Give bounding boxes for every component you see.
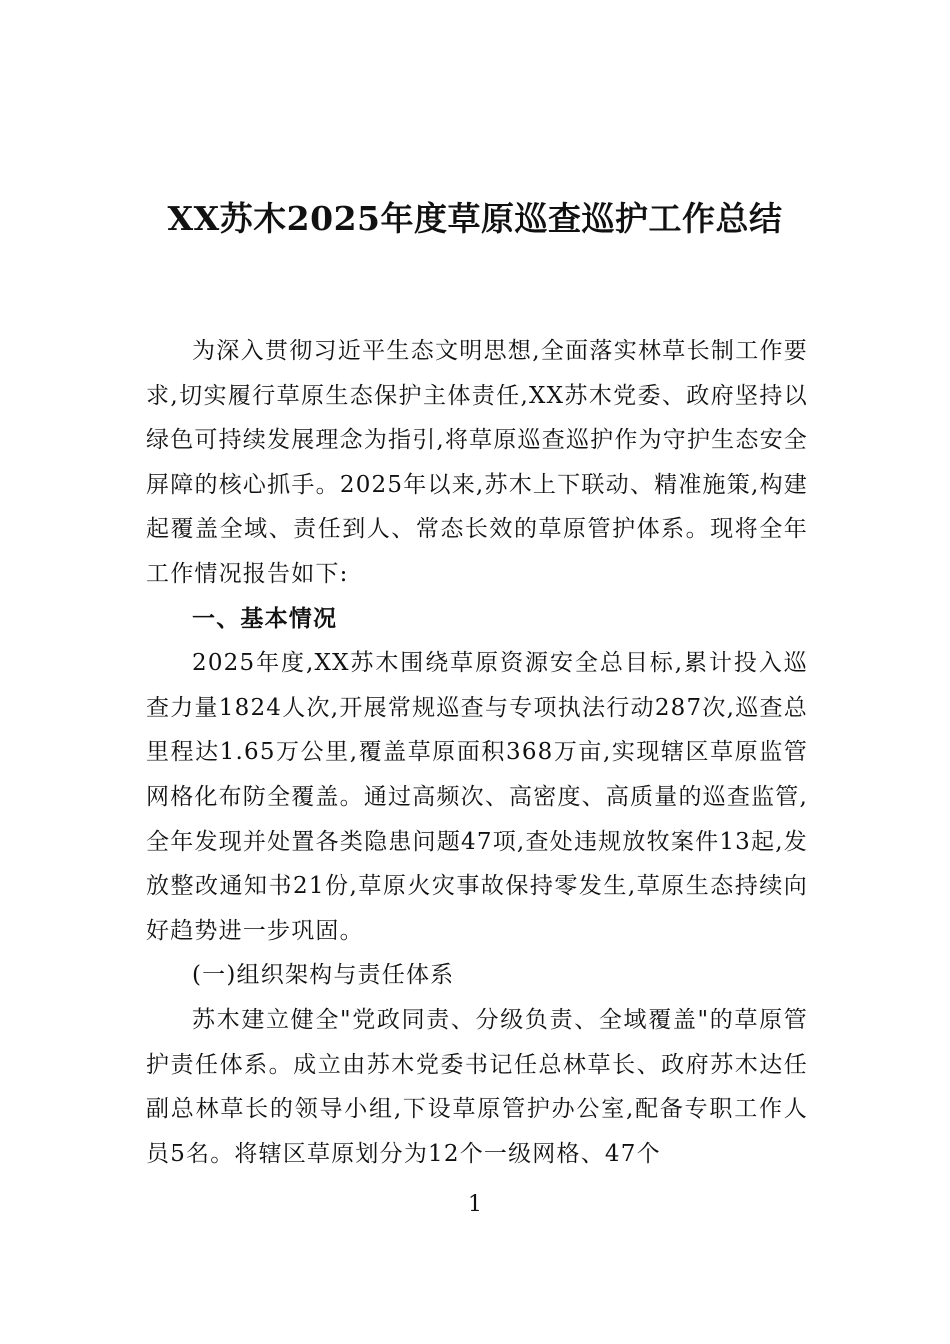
subsection-heading-organization: (一)组织架构与责任体系 xyxy=(192,962,455,989)
document-title: XX苏木2025年度草原巡查巡护工作总结 xyxy=(167,199,783,238)
page-number: 1 xyxy=(468,1192,482,1217)
document-body xyxy=(146,329,808,1176)
intro-paragraph: 为深入贯彻习近平生态文明思想,全面落实林草长制工作要求,切实履行草原生态保护主体责任,XX苏木党委、政府坚持以绿色可持续发展理念为指引,将草原巡查巡护作为守护生态安全屏障的核心抓手。2025年以来,苏木上下联动、精准施策,构建起覆盖全域、责任到人、常态长效的草原管护体系。现将全年工作情况报告如下: xyxy=(146,338,808,587)
section-heading-basic-situation: 一、基本情况 xyxy=(192,605,338,632)
organization-paragraph: 苏木建立健全"党政同责、分级负责、全域覆盖"的草原管护责任体系。成立由苏木党委书记任总林草长、政府苏木达任副总林草长的领导小组,下设草原管护办公室,配备专职工作人员5名。将辖区草原划分为12个一级网格、47个 xyxy=(146,1006,808,1167)
basic-situation-paragraph: 2025年度,XX苏木围绕草原资源安全总目标,累计投入巡查力量1824人次,开展常规巡查与专项执法行动287次,巡查总里程达1.65万公里,覆盖草原面积368万亩,实现辖区草原监管网格化布防全覆盖。通过高频次、高密度、高质量的巡查监管,全年发现并处置各类隐患问题47项,查处违规放牧案件13起,发放整改通知书21份,草原火灾事故保持零发生,草原生态持续向好趋势进一步巩固。 xyxy=(146,650,808,944)
